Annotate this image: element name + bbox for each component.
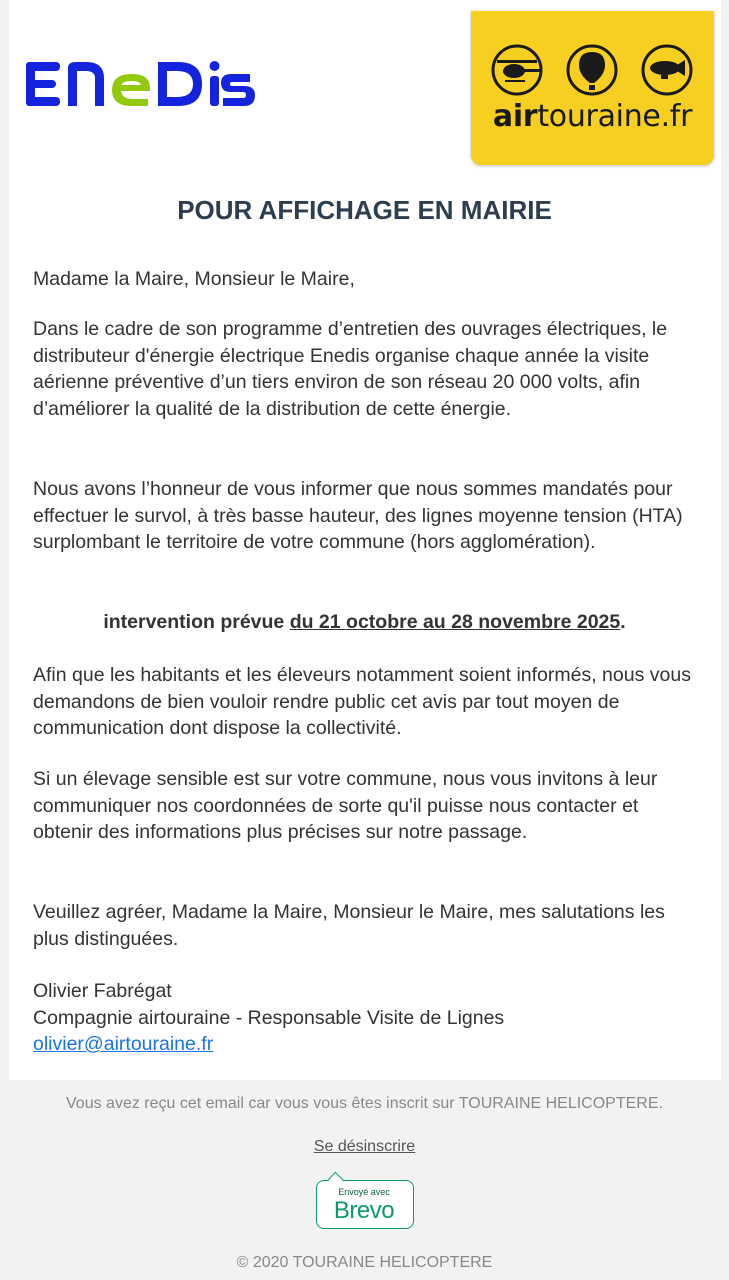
footer-notice: Vous avez reçu cet email car vous vous êtes inscrit sur TOURAINE HELICOPTERE. (66, 1095, 663, 1112)
copyright: © 2020 TOURAINE HELICOPTERE (236, 1254, 493, 1271)
signature-block (33, 978, 703, 1058)
enedis-logo (24, 54, 258, 114)
paragraph-program: Dans le cadre de son programme d’entretien des ouvrages électriques, le distributeur d'énergie électrique Enedis organise chaque année la visite aérienne préventive d’un tiers environ de son réseau 20 000 volts, afin d’améliorer la qualité de la distribution de cette énergie. (33, 318, 668, 420)
brevo-wordmark: Brevo (333, 1197, 395, 1224)
balloon-icon (568, 46, 616, 94)
aircraft-icons (471, 43, 714, 97)
paragraph-closing: Veuillez agréer, Madame la Maire, Monsieur le Maire, mes salutations les plus distinguées. (33, 901, 665, 950)
signature-role: Compagnie airtouraine - Responsable Visite de Lignes (33, 1006, 505, 1029)
intervention-dates: intervention prévue du 21 octobre au 28 novembre 2025. (103, 611, 626, 633)
paragraph-publicity: Afin que les habitants et les éleveurs notamment soient informés, nous vous demandons de bien vouloir rendre public cet avis par tout moyen de communication dont dispose la collectivité. (33, 664, 691, 739)
page-title: POUR AFFICHAGE EN MAIRIE (177, 195, 552, 225)
brevo-caption: Envoyé avec (338, 1187, 390, 1197)
salutation: Madame la Maire, Monsieur le Maire, (33, 268, 355, 290)
airship-icon (643, 46, 691, 94)
signature-email-link[interactable]: olivier@airtouraine.fr (33, 1033, 214, 1055)
helicopter-icon (493, 46, 541, 94)
paragraph-livestock: Si un élevage sensible est sur votre commune, nous vous invitons à leur communiquer nos coordonnées de sorte qu'il puisse nous contacter et obtenir des informations plus précises sur notre passage. (33, 768, 658, 843)
intervention-date-range: du 21 octobre au 28 novembre 2025 (289, 611, 621, 633)
unsubscribe-link[interactable]: Se désinscrire (313, 1138, 416, 1155)
brevo-badge[interactable] (316, 1172, 415, 1229)
airtouraine-logo (471, 11, 714, 165)
signature-name: Olivier Fabrégat (33, 980, 172, 1002)
paragraph-mandate: Nous avons l’honneur de vous informer que nous sommes mandatés pour effectuer le survol, à très basse hauteur, des lignes moyenne tension (HTA) surplombant le territoire de votre commune (hors agglomération). (33, 478, 683, 553)
airtouraine-wordmark: airtouraine.fr (492, 99, 693, 134)
